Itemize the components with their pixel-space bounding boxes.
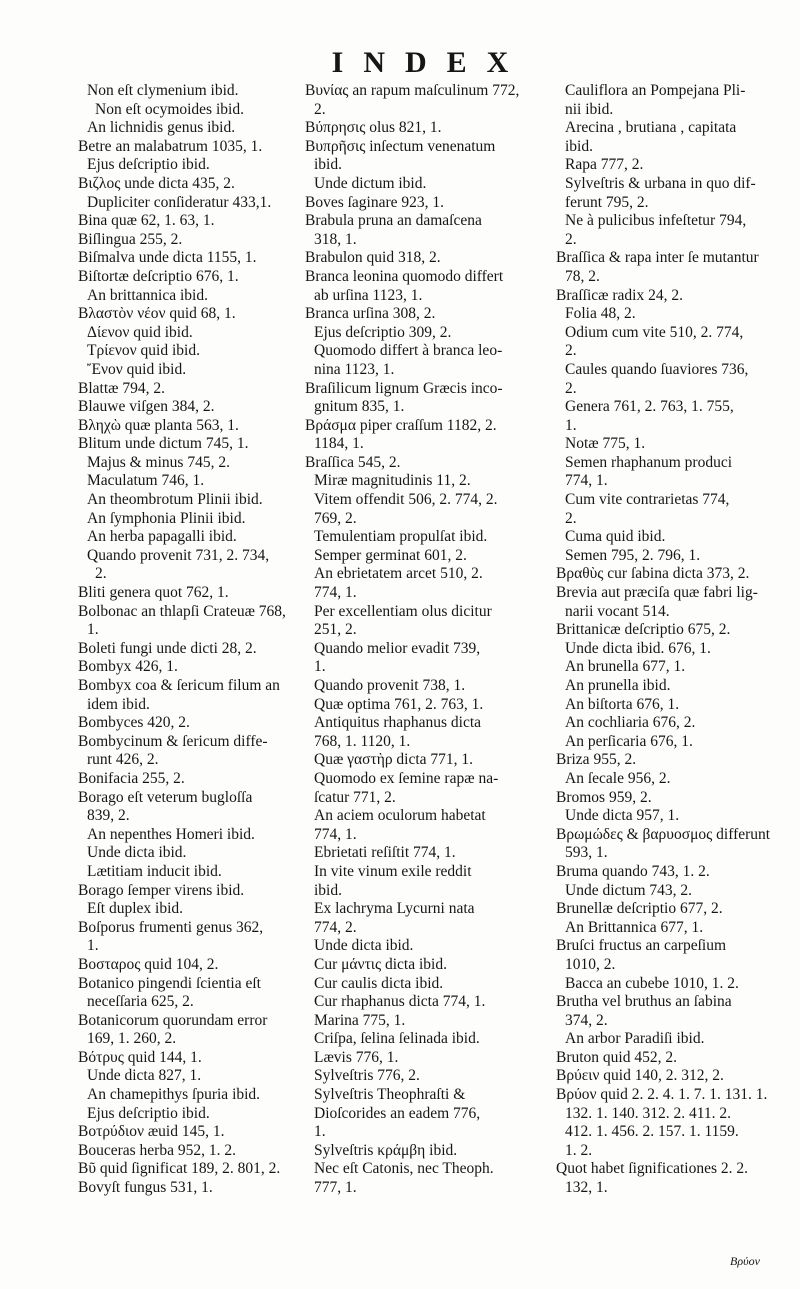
index-entry: Cur μάντις dicta ibid. [314, 955, 447, 973]
index-entry: Folia 48, 2. [565, 305, 636, 323]
index-entry: Ἔνον quid ibid. [87, 360, 187, 378]
index-entry: Βρύον quid 2. 2. 4. 1. 7. 1. 131. 1. [556, 1086, 768, 1104]
index-entry: Quot habet ſignificationes 2. 2. [556, 1160, 748, 1178]
index-entry: 777, 1. [314, 1179, 357, 1197]
index-entry: 251, 2. [314, 621, 357, 639]
index-entry: ibid. [314, 881, 342, 899]
index-entry: Unde dicta 957, 1. [565, 807, 680, 825]
index-entry: Odium cum vite 510, 2. 774, [565, 323, 744, 341]
index-entry: Per excellentiam olus dicitur [314, 602, 492, 620]
index-entry: Ejus deſcriptio ibid. [87, 156, 210, 174]
index-entry: Quando provenit 731, 2. 734, [87, 546, 270, 564]
index-entry: Notæ 775, 1. [565, 435, 646, 453]
index-entry: Miræ magnitudinis 11, 2. [314, 472, 471, 490]
index-entry: 1. [565, 416, 577, 434]
index-entry: 839, 2. [87, 807, 130, 825]
index-entry: runt 426, 2. [87, 751, 159, 769]
index-entry: 318, 1. [314, 230, 357, 248]
index-entry: neceſſaria 625, 2. [87, 993, 194, 1011]
index-entry: An ſecale 956, 2. [565, 769, 671, 787]
index-entry: Majus & minus 745, 2. [87, 453, 230, 471]
index-entry: Botanico pingendi ſcientia eſt [78, 974, 261, 992]
index-entry: Bombyx 426, 1. [78, 658, 178, 676]
index-entry: An arbor Paradiſi ibid. [565, 1030, 705, 1048]
index-entry: Maculatum 746, 1. [87, 472, 205, 490]
index-entry: In vite vinum exile reddit [314, 862, 472, 880]
index-entry: Sylveſtris 776, 2. [314, 1067, 420, 1085]
page-title: INDEX [331, 46, 529, 79]
index-entry: 769, 2. [314, 509, 357, 527]
index-entry: Brutha vel bruthus an ſabina [556, 993, 732, 1011]
index-entry: Caules quando ſuaviores 736, [565, 360, 749, 378]
index-entry: Boſporus frumenti genus 362, [78, 918, 264, 936]
index-entry: Non eſt clymenium ibid. [87, 82, 239, 99]
index-entry: Braſilicum lignum Græcis inco- [305, 379, 503, 397]
index-entry: 412. 1. 456. 2. 157. 1. 1159. [565, 1123, 739, 1141]
index-entry: Semen rhaphanum produci [565, 453, 733, 471]
index-entry: Borago eſt veterum bugloſſa [78, 788, 253, 806]
index-entry: Cauliflora an Pompejana Pli- [565, 82, 746, 99]
index-entry: Semper germinat 601, 2. [314, 546, 467, 564]
index-entry: 1. [87, 937, 99, 955]
index-entry: Βότρυς quid 144, 1. [78, 1048, 202, 1066]
index-entry: Blattæ 794, 2. [78, 379, 165, 397]
index-entry: Nec eſt Catonis, nec Theoph. [314, 1160, 494, 1178]
index-entry: gnitum 835, 1. [314, 398, 405, 416]
index-entry: Dioſcorides an eadem 776, [314, 1104, 481, 1122]
index-entry: 2. [565, 509, 577, 527]
index-entry: ibid. [565, 137, 593, 155]
index-entry: Blitum unde dictum 745, 1. [78, 435, 249, 453]
index-entry: ab urſina 1123, 1. [314, 286, 423, 304]
index-entry: Βληχὼ quæ planta 563, 1. [78, 416, 239, 434]
index-entry: An biſtorta 676, 1. [565, 695, 680, 713]
index-entry: An lichnidis genus ibid. [87, 119, 236, 137]
index-entry: 2. [565, 379, 577, 397]
index-entry: Dupliciter conſideratur 433,1. [87, 193, 272, 211]
index-entry: Marina 775, 1. [314, 1011, 406, 1029]
index-entry: Unde dicta ibid. [87, 844, 187, 862]
index-entry: Lævis 776, 1. [314, 1048, 399, 1066]
index-entry: ferunt 795, 2. [565, 193, 649, 211]
index-entry: Braſſica 545, 2. [305, 453, 401, 471]
index-entry: Brunellæ deſcriptio 677, 2. [556, 900, 723, 918]
index-entry: 2. [565, 342, 577, 360]
index-entry: Vitem offendit 506, 2. 774, 2. [314, 491, 498, 509]
index-entry: An prunella ibid. [565, 677, 671, 694]
index-entry: 2. [565, 230, 577, 248]
index-entry: Βῦ quid ſignificat 189, 2. 801, 2. [78, 1160, 281, 1178]
index-entry: Bovyſt fungus 531, 1. [78, 1179, 213, 1197]
index-entry: An Brittannica 677, 1. [565, 918, 704, 936]
index-entry: Unde dicta 827, 1. [87, 1067, 202, 1085]
index-entry: Βράσμα piper craſſum 1182, 2. [305, 416, 497, 434]
index-entry: Cur caulis dicta ibid. [314, 974, 444, 992]
index-entry: narii vocant 514. [565, 602, 670, 620]
index-entry: Branca urſina 308, 2. [305, 305, 436, 323]
index-entry: Braſſicæ radix 24, 2. [556, 286, 683, 304]
index-entry: Βλαστὸν νέον quid 68, 1. [78, 305, 236, 323]
index-entry: 374, 2. [565, 1011, 608, 1029]
index-entry: Bolbonac an thlapſi Crateuæ 768, [78, 602, 286, 620]
index-entry: 1010, 2. [565, 955, 616, 973]
index-entry: Brabulon quid 318, 2. [305, 249, 441, 267]
index-entry: Unde dicta ibid. [314, 937, 414, 955]
index-entry: nina 1123, 1. [314, 360, 395, 378]
index-entry: Bonifacia 255, 2. [78, 769, 185, 787]
index-entry: 774, 2. [314, 918, 357, 936]
index-entry: Ex lachryma Lycurni nata [314, 900, 475, 918]
index-entry: Quando provenit 738, 1. [314, 677, 466, 694]
index-entry: Sylveſtris & urbana in quo dif- [565, 174, 756, 192]
index-entry: Semen 795, 2. 796, 1. [565, 546, 701, 564]
index-entry: 768, 1. 1120, 1. [314, 732, 411, 750]
index-entry: Quomodo ex ſemine rapæ na- [314, 769, 499, 787]
index-entry: Cum vite contrarietas 774, [565, 491, 730, 509]
index-entry: 1. 2. [565, 1141, 593, 1159]
index-entry: Boves ſaginare 923, 1. [305, 193, 445, 211]
index-entry: 132. 1. 140. 312. 2. 411. 2. [565, 1104, 732, 1122]
index-entry: Unde dictum 743, 2. [565, 881, 692, 899]
index-entry: ibid. [314, 156, 342, 174]
index-entry: An chamepithys ſpuria ibid. [87, 1086, 261, 1104]
index-entry: Sylveſtris κράμβη ibid. [314, 1141, 458, 1159]
index-entry: Βοσταρος quid 104, 2. [78, 955, 219, 973]
catchword: Βρύον [730, 1254, 760, 1268]
index-entry: Betre an malabatrum 1035, 1. [78, 137, 263, 155]
index-entry: Branca leonina quomodo differt [305, 267, 504, 285]
index-entry: Eſt duplex ibid. [87, 900, 184, 918]
index-entry: 1. [314, 658, 326, 676]
index-entry: Βύπρησις olus 821, 1. [305, 119, 442, 137]
index-entry: Blauwe viſgen 384, 2. [78, 398, 215, 416]
index-entry: Bruma quando 743, 1. 2. [556, 862, 710, 880]
index-entry: An ſymphonia Plinii ibid. [87, 509, 246, 527]
index-entry: Τρίενον quid ibid. [87, 342, 200, 360]
index-entry: An brittannica ibid. [87, 286, 208, 304]
index-entry: 169, 1. 260, 2. [87, 1030, 177, 1048]
index-entry: Βραθὺς cur ſabina dicta 373, 2. [556, 565, 750, 583]
index-entry: 132, 1. [565, 1179, 608, 1197]
index-entry: Bruton quid 452, 2. [556, 1048, 677, 1066]
index-entry: Bina quæ 62, 1. 63, 1. [78, 212, 215, 230]
index-entry: Bromos 959, 2. [556, 788, 652, 806]
index-entry: An nepenthes Homeri ibid. [87, 825, 255, 843]
index-entry: An ebrietatem arcet 510, 2. [314, 565, 483, 583]
index-entry: An aciem oculorum habetat [314, 807, 486, 825]
index-column-1 [78, 82, 296, 1262]
index-entry: Bliti genera quot 762, 1. [78, 584, 229, 602]
index-entry: Βοτρύδιον æuid 145, 1. [78, 1123, 225, 1141]
index-entry: Non eſt ocymoides ibid. [95, 100, 244, 118]
index-entry: Brabula pruna an damaſcena [305, 212, 482, 230]
index-entry: An cochliaria 676, 2. [565, 714, 696, 732]
index-entry: Briza 955, 2. [556, 751, 637, 769]
index-entry: Βρωμώδες & βαρυοσμος differunt [556, 825, 771, 843]
index-entry: Biſlingua 255, 2. [78, 230, 183, 248]
index-entry: 2. [95, 565, 107, 583]
index-entry: Quæ γαστὴρ dicta 771, 1. [314, 751, 474, 769]
index-entry: An brunella 677, 1. [565, 658, 686, 676]
index-entry: Borago ſemper virens ibid. [78, 881, 245, 899]
index-entry: An theombrotum Plinii ibid. [87, 491, 263, 509]
index-entry: Unde dicta ibid. 676, 1. [565, 639, 711, 657]
index-entry: idem ibid. [87, 695, 150, 713]
index-entry: 1. [314, 1123, 326, 1141]
index-entry: Ejus deſcriptio ibid. [87, 1104, 210, 1122]
index-entry: Brevia aut præciſa quæ fabri lig- [556, 584, 758, 602]
index-entry: Bouceras herba 952, 1. 2. [78, 1141, 236, 1159]
index-entry: Ne à pulicibus infeſtetur 794, [565, 212, 747, 230]
index-entry: Βρύειν quid 140, 2. 312, 2. [556, 1067, 724, 1085]
index-column-3 [556, 82, 796, 1262]
index-entry: Bombyx coa & ſericum filum an [78, 677, 280, 694]
index-entry: Biſmalva unde dicta 1155, 1. [78, 249, 257, 267]
index-entry: 593, 1. [565, 844, 608, 862]
index-entry: Brittanicæ deſcriptio 675, 2. [556, 621, 731, 639]
index-entry: Botanicorum quorundam error [78, 1011, 268, 1029]
index-entry: Βυνίας an rapum maſculinum 772, [305, 82, 520, 99]
index-column-2 [305, 82, 545, 1262]
index-entry: Criſpa, ſelina ſelinada ibid. [314, 1030, 480, 1048]
index-entry: 774, 1. [314, 584, 357, 602]
index-entry: Biſtortæ deſcriptio 676, 1. [78, 267, 239, 285]
index-entry: Quæ optima 761, 2. 763, 1. [314, 695, 484, 713]
index-entry: Cur rhaphanus dicta 774, 1. [314, 993, 486, 1011]
index-entry: Quando melior evadit 739, [314, 639, 481, 657]
index-entry: Βιζλος unde dicta 435, 2. [78, 174, 235, 192]
index-entry: Βυπρῆσις inſectum venenatum [305, 137, 496, 155]
index-entry: Lætitiam inducit ibid. [87, 862, 222, 880]
index-entry: Sylveſtris Theophraſti & [314, 1086, 466, 1104]
index-entry: Ejus deſcriptio 309, 2. [314, 323, 452, 341]
index-entry: 78, 2. [565, 267, 600, 285]
index-entry: 774, 1. [565, 472, 608, 490]
index-entry: Arecina , brutiana , capitata [565, 119, 737, 137]
index-entry: Bacca an cubebe 1010, 1. 2. [565, 974, 739, 992]
index-entry: nii ibid. [565, 100, 614, 118]
index-entry: Genera 761, 2. 763, 1. 755, [565, 398, 734, 416]
index-entry: An perſicaria 676, 1. [565, 732, 693, 750]
index-entry: Bombyces 420, 2. [78, 714, 190, 732]
index-entry: Bruſci fructus an carpeſium [556, 937, 727, 955]
index-entry: Braſſica & rapa inter ſe mutantur [556, 249, 759, 267]
index-entry: 774, 1. [314, 825, 357, 843]
index-entry: An herba papagalli ibid. [87, 528, 237, 546]
index-entry: Quomodo differt à branca leo- [314, 342, 503, 360]
index-entry: Bombycinum & ſericum diffe- [78, 732, 268, 750]
index-entry: 2. [314, 100, 326, 118]
index-entry: Cuma quid ibid. [565, 528, 666, 546]
index-entry: Δίενον quid ibid. [87, 323, 193, 341]
index-entry: Boleti fungi unde dicti 28, 2. [78, 639, 257, 657]
index-entry: Antiquitus rhaphanus dicta [314, 714, 482, 732]
index-entry: Temulentiam propulſat ibid. [314, 528, 488, 546]
index-entry: Unde dictum ibid. [314, 174, 427, 192]
index-entry: Ebrietati reſiſtit 774, 1. [314, 844, 456, 862]
index-entry: Rapa 777, 2. [565, 156, 644, 174]
index-entry: 1. [87, 621, 99, 639]
index-entry: 1184, 1. [314, 435, 364, 453]
index-entry: ſcatur 771, 2. [314, 788, 396, 806]
